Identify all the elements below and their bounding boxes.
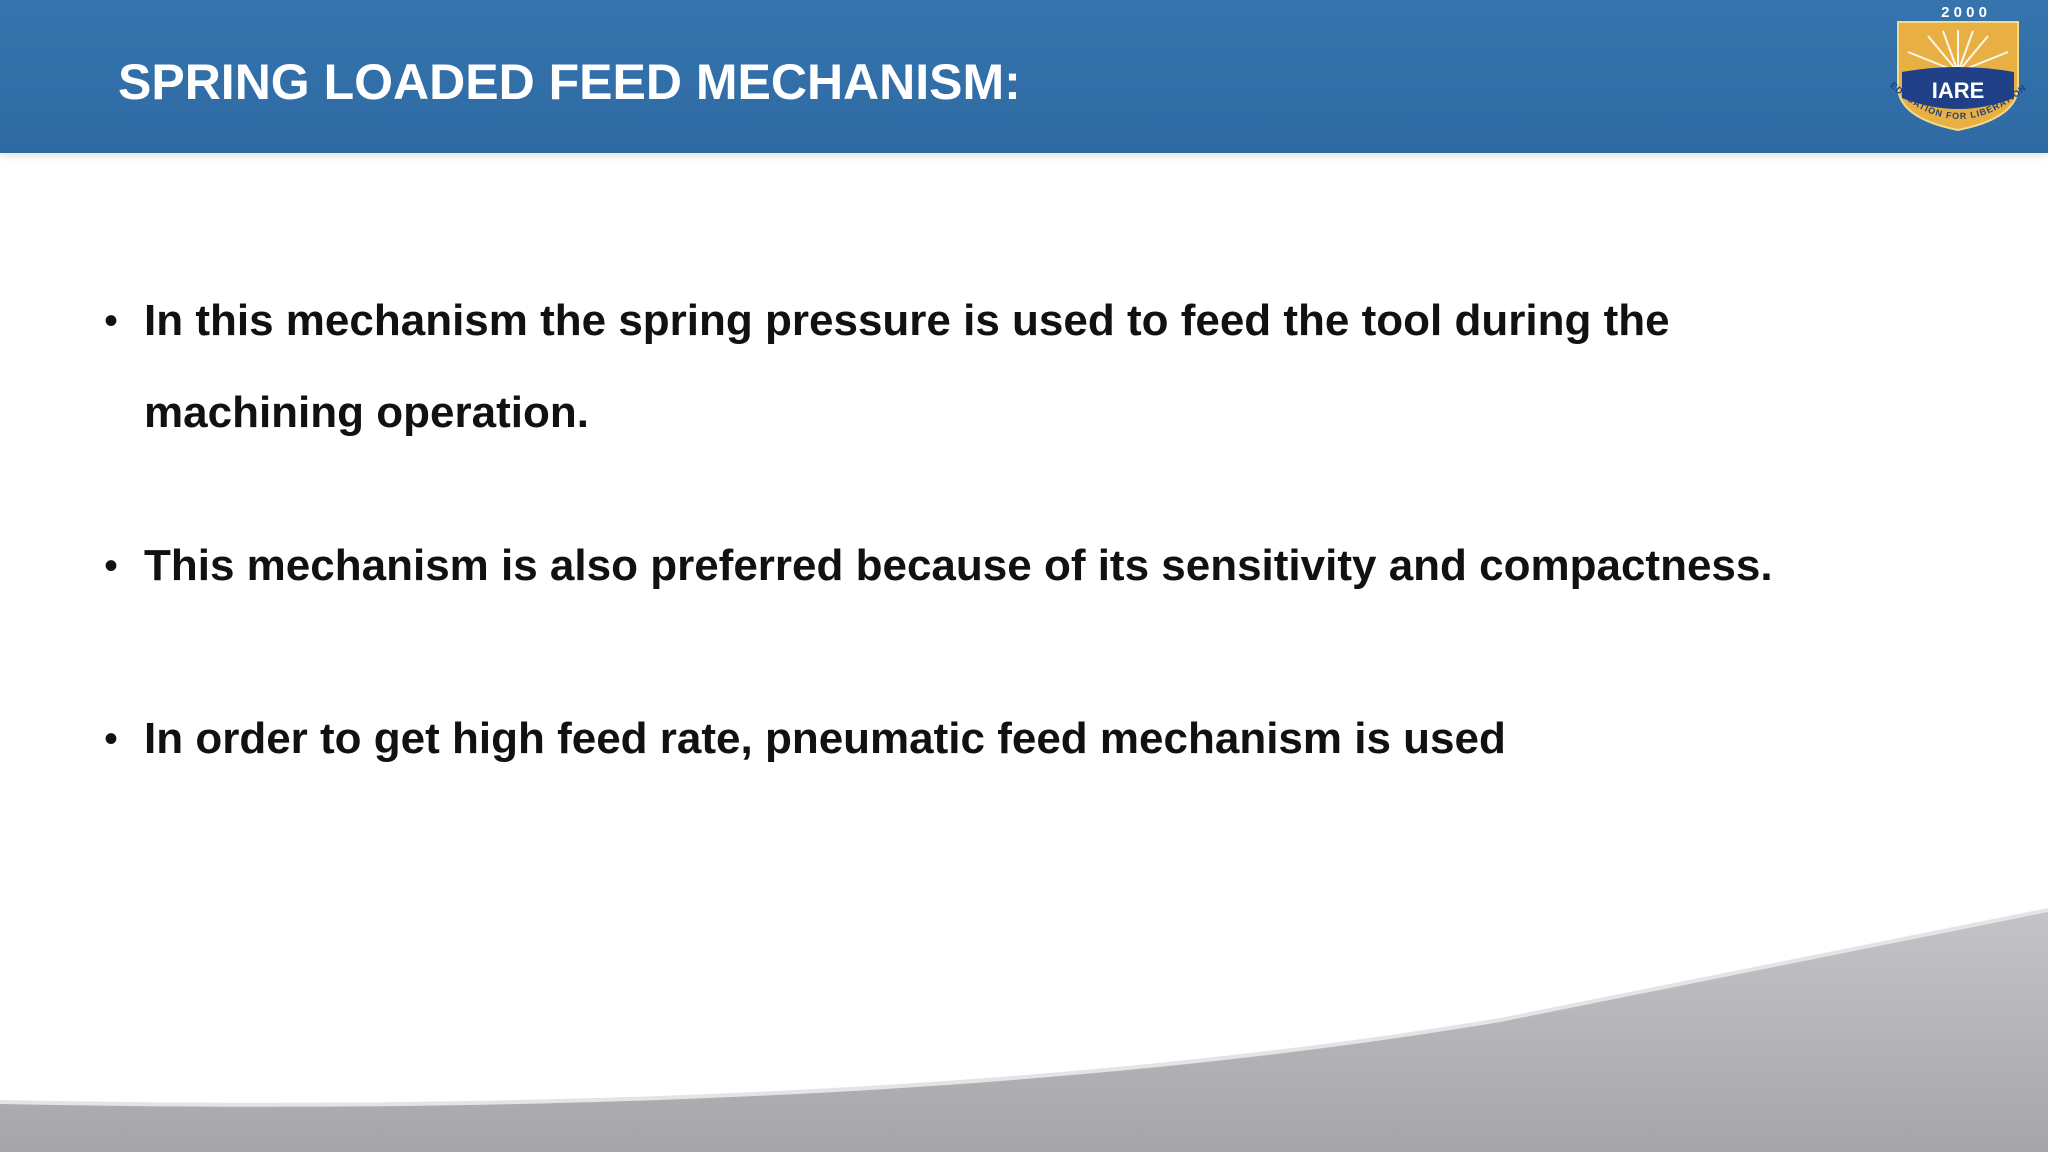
bullet-marker: • xyxy=(104,717,119,761)
bullet-marker: • xyxy=(104,299,119,343)
logo-tagline: EDUCATION FOR LIBERATION xyxy=(1888,79,2029,122)
logo-name: IARE xyxy=(1931,78,1985,103)
bullet-text: In order to get high feed rate, pneumatic feed mechanism is used xyxy=(144,714,1506,763)
logo-year: 2 0 0 0 xyxy=(1941,4,1987,21)
bullet-text: This mechanism is also preferred because of its sensitivity and compactness. xyxy=(144,541,1773,590)
footer-wave xyxy=(0,880,2048,1152)
slide-title: SPRING LOADED FEED MECHANISM: xyxy=(118,54,1021,110)
bullet-marker: • xyxy=(104,544,119,588)
bullet-text: In this mechanism the spring pressure is used to feed the tool during the machining operation. xyxy=(144,296,1670,437)
